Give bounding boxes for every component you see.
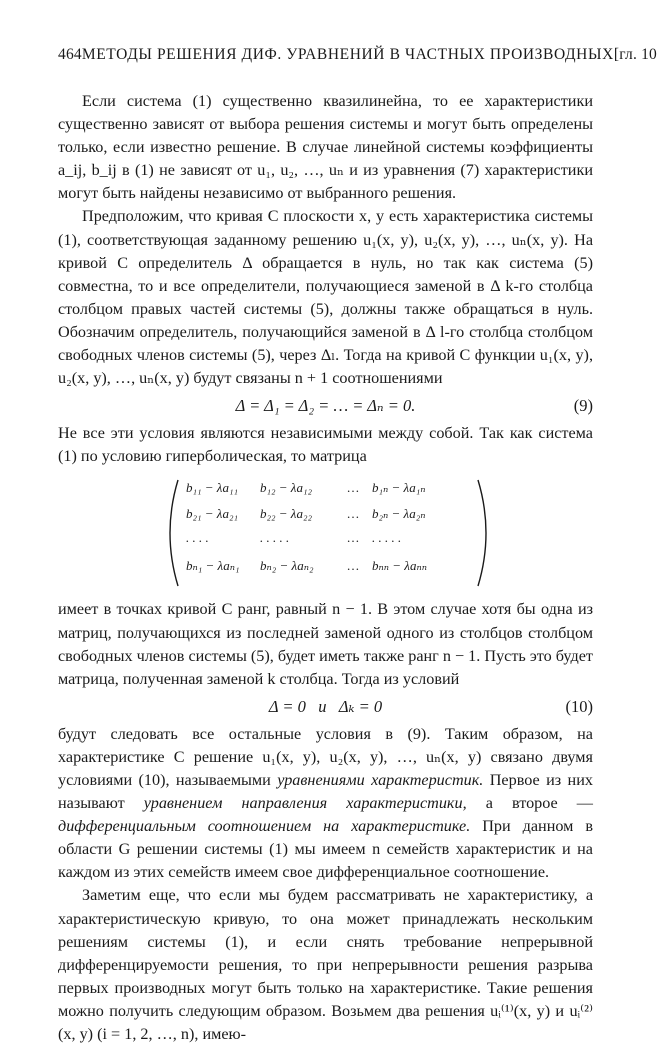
matrix-cell: … bbox=[346, 558, 360, 574]
paragraph-1: Если система (1) существенно квазилинейна, то ее характеристики существенно зависят от выбора решения системы и могут быть определены только, если известно решение. В случае линейной системы коэффициенты a_ij, b_ij в (1) не зависят от u₁, u₂, …, uₙ и из уравнения (7) характеристики могут быть найдены независимо от выбранного решения. bbox=[58, 92, 593, 203]
paragraph-2: Предположим, что кривая C плоскости x, y есть характеристика системы (1), соответствующая заданному решению u₁(x, y), u₂(x, y), …, uₙ(x, y). На кривой C определитель Δ обращается в нуль, но так как система (5) совместна, то и все определители, получающиеся заменой в Δ k-го столбца столбцом правых частей системы (5), должны также обращаться в нуль. Обозначим определитель, получающийся заменой в Δ l-го столбца столбцом свободных членов системы (5), через Δₗ. Тогда на кривой C функции u₁(x, y), u₂(x, y), …, uₙ(x, y) будут связаны n + 1 соотношениями bbox=[58, 207, 593, 388]
matrix-cell: b₁₂ − λa₁₂ bbox=[260, 480, 312, 496]
paragraph-6: Заметим еще, что если мы будем рассматривать не характеристику, а характеристическую кривую, то она может принадлежать нескольким решениям системы (1), и если снять требование непрерывной дифференцируемости решения, то при непрерывности решения разрыва первых производных могут быть только на характеристике. Такие решения можно получить следующим образом. Возьмем два решения uᵢ⁽¹⁾(x, y) и uᵢ⁽²⁾(x, y) (i = 1, 2, …, n), имею- bbox=[58, 886, 593, 1043]
matrix-cell: b₂₁ − λa₂₁ bbox=[186, 506, 238, 522]
equation-10-formula: Δ = 0 и Δₖ = 0 bbox=[268, 696, 383, 716]
paragraph-5-text: будут следовать все остальные условия в (9). Таким образом, на характеристике C решение u₁(x, y), u₂(x, y), …, uₙ(x, y) связано двумя условиями (10), называемыми bbox=[58, 724, 593, 789]
equation-9-formula: Δ = Δ₁ = Δ₂ = … = Δₙ = 0. bbox=[235, 396, 416, 416]
matrix bbox=[58, 474, 593, 592]
matrix-cell: . . . . bbox=[186, 530, 209, 546]
matrix-cell: … bbox=[346, 530, 360, 546]
term-direction-equation: уравнением направления характеристики, bbox=[143, 794, 467, 813]
book-page bbox=[58, 46, 657, 1046]
equation-10-number: (10) bbox=[565, 696, 593, 716]
matrix-cell: b₂ₙ − λa₂ₙ bbox=[372, 506, 426, 522]
running-header bbox=[58, 46, 657, 64]
matrix-row bbox=[186, 480, 446, 496]
matrix-cell: bₙₙ − λaₙₙ bbox=[372, 558, 427, 574]
equation-9-number: (9) bbox=[573, 396, 593, 416]
matrix-row bbox=[186, 558, 446, 574]
paragraph-5-text: а второе — bbox=[466, 794, 593, 813]
matrix-cell: … bbox=[346, 480, 360, 496]
matrix-row bbox=[186, 506, 446, 522]
paragraph-5-text: При данном в области G решении системы (1) мы имеем n семейств характеристик и на каждом из этих семейств имеем свое дифференциальное соотношение. bbox=[58, 817, 593, 882]
matrix-cell: b₁ₙ − λa₁ₙ bbox=[372, 480, 426, 496]
chapter-ref: [гл. 10 bbox=[613, 46, 657, 63]
equation-9 bbox=[58, 390, 593, 422]
matrix-row bbox=[186, 530, 446, 546]
matrix-cell: bₙ₁ − λaₙ₁ bbox=[186, 558, 240, 574]
matrix-cell: . . . . . bbox=[260, 530, 290, 546]
equation-10 bbox=[58, 691, 593, 723]
paragraph-3: Не все эти условия являются независимыми между собой. Так как система (1) по условию гиперболическая, то матрица bbox=[58, 424, 593, 466]
term-characteristic-equations: уравнениями характеристик. bbox=[277, 770, 484, 789]
running-title: МЕТОДЫ РЕШЕНИЯ ДИФ. УРАВНЕНИЙ В ЧАСТНЫХ ПРОИЗВОДНЫХ bbox=[81, 46, 614, 63]
paragraph-5 bbox=[58, 723, 593, 885]
matrix-cell: bₙ₂ − λaₙ₂ bbox=[260, 558, 314, 574]
matrix-cell: b₂₂ − λa₂₂ bbox=[260, 506, 312, 522]
paragraph-5-text: Первое из них называют bbox=[58, 770, 593, 813]
matrix-cell: b₁₁ − λa₁₁ bbox=[186, 480, 238, 496]
paragraph-4: имеет в точках кривой C ранг, равный n − 1. В этом случае хотя бы одна из матриц, получающихся из последней заменой одного из столбцов столбцом свободных членов системы (5), будет иметь также ранг n − 1. Пусть это будет матрица, полученная заменой k столбца. Тогда из условий bbox=[58, 600, 593, 688]
term-differential-relation: дифференциальным соотношением на характеристике. bbox=[58, 817, 471, 836]
matrix-cell: . . . . . bbox=[372, 530, 402, 546]
matrix-cell: … bbox=[346, 506, 360, 522]
page-number: 464 bbox=[58, 46, 82, 63]
